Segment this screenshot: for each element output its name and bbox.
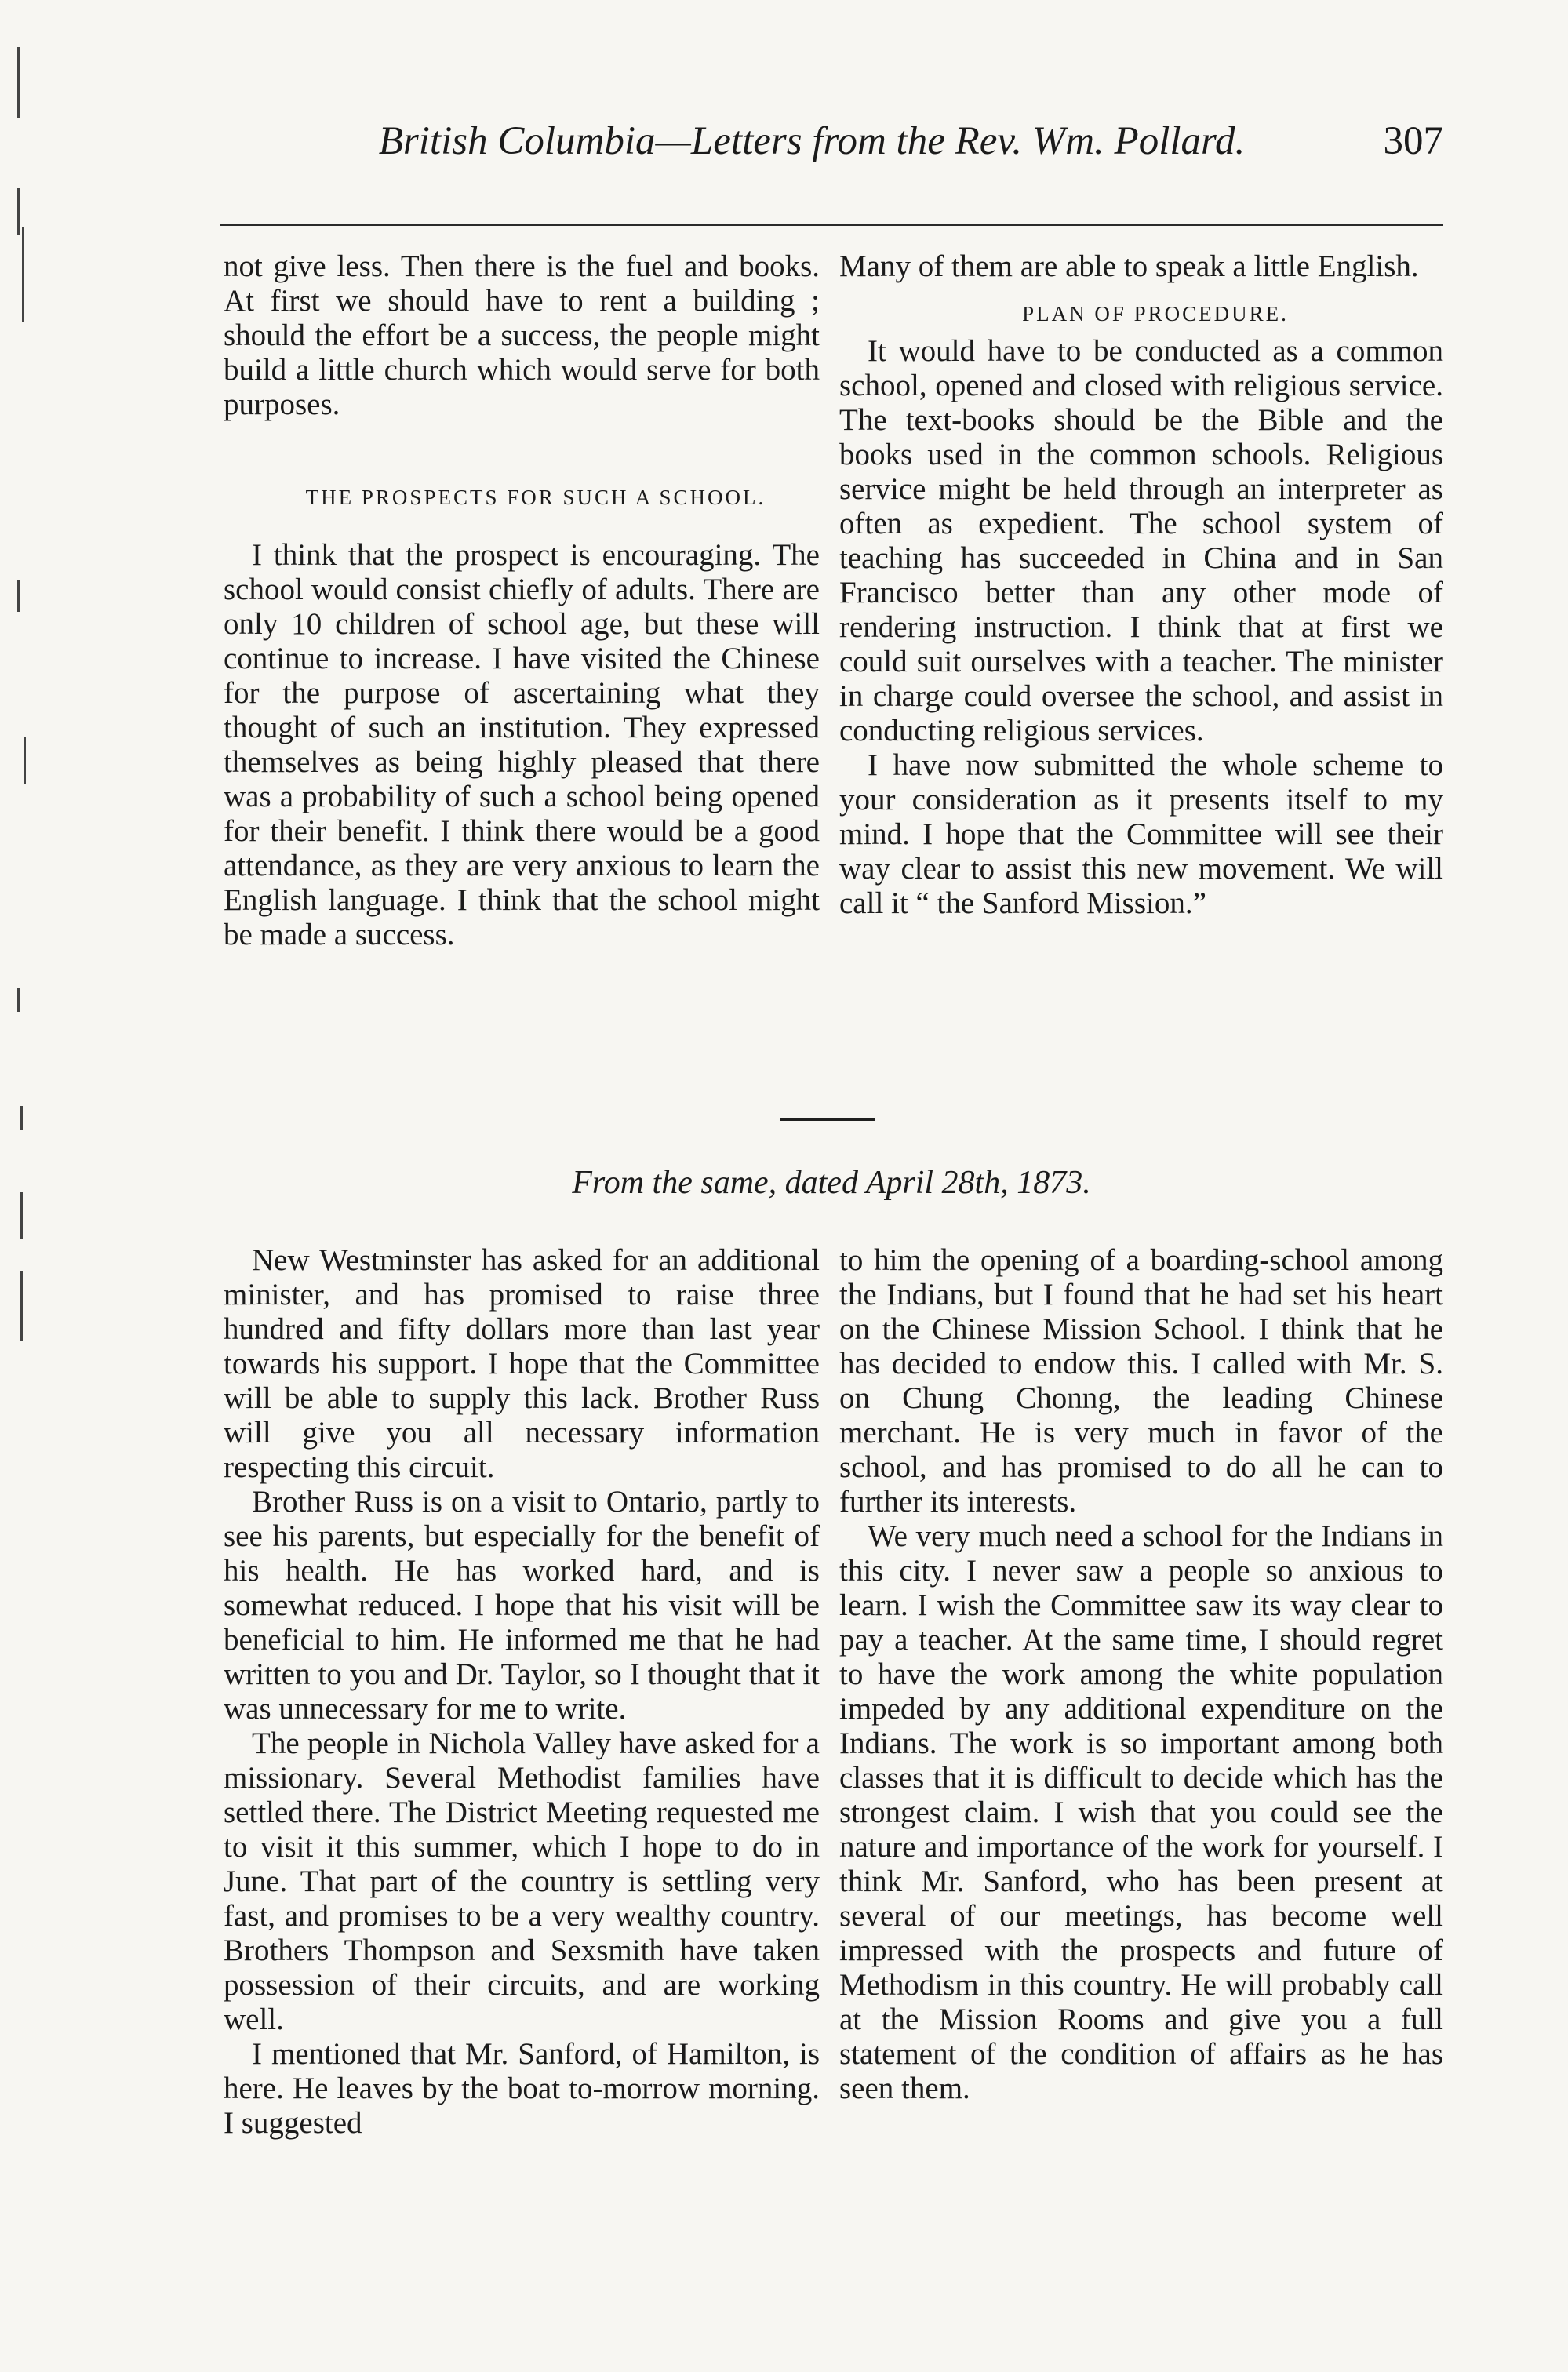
paragraph: I think that the prospect is encouraging. The school would consist chiefly of adults. There are only 10 children of school age, but these will continue to increase. I have visited the Chinese for the purpose of ascertaining what they thought of such an institution. They expressed themselves as being highly pleased that there was a probability of such a school being opened for their benefit. I think there would be a good attendance, as they are very anxious to learn the English language. I think that the school might be made a success.: [224, 538, 820, 951]
paragraph: to him the opening of a boarding-school among the Indians, but I found that he had set his heart on the Chinese Mission School. I think that he has decided to endow this. I called with Mr. S. on Chung Chonng, the leading Chinese merchant. He is very much in favor of the school, and has promised to do all he can to further its interests.: [839, 1243, 1443, 1519]
paragraph: I have now submitted the whole scheme to your consideration as it presents itself to my mind. I hope that the Committee will see their way clear to assist this new movement. We will call it “ the Sanford Mission.”: [839, 748, 1443, 920]
paragraph: It would have to be conducted as a common school, opened and closed with religious service. The text-books should be the Bible and the books used in the common schools. Religious service might be held through an interpreter as often as expedient. The school system of teaching has succeeded in China and in San Francisco better than any other mode of rendering instruction. I think that at first we could suit ourselves with a teacher. The minister in charge could oversee the school, and assist in conducting religious services.: [839, 334, 1443, 748]
paragraph: not give less. Then there is the fuel and books. At first we should have to rent a building ; should the effort be a success, the people might build a little church which would serve for both purposes.: [224, 249, 820, 421]
margin-mark: [20, 1106, 23, 1130]
paragraph: Brother Russ is on a visit to Ontario, partly to see his parents, but especially for the benefit of his health. He has worked hard, and is somewhat reduced. I hope that his visit will be beneficial to him. He informed me that he had written to you and Dr. Taylor, so I thought that it was unnecessary for me to write.: [224, 1485, 820, 1726]
column-right-bottom: [839, 1243, 1443, 2106]
section-heading: PLAN OF PROCEDURE.: [1022, 302, 1289, 326]
paragraph: We very much need a school for the Indians in this city. I never saw a people so anxious to learn. I wish the Committee saw its way clear to pay a teacher. At the same time, I should regret to have the work among the white population impeded by any additional expenditure on the Indians. The work is so important among both classes that it is difficult to decide which has the strongest claim. I wish that you could see the nature and importance of the work for yourself. I think Mr. Sanford, who has been present at several of our meetings, has become well impressed with the prospects and future of Methodism in this country. He will probably call at the Mission Rooms and give you a full statement of the condition of affairs as he has seen them.: [839, 1519, 1443, 2105]
margin-mark: [17, 988, 20, 1012]
margin-mark: [17, 188, 20, 235]
paragraph: Many of them are able to speak a little English.: [839, 249, 1419, 283]
section-heading: THE PROSPECTS FOR SUCH A SCHOOL.: [305, 486, 766, 509]
margin-mark: [20, 1271, 23, 1341]
margin-mark: [17, 580, 20, 612]
margin-scan-marks: [17, 31, 64, 2149]
running-title: British Columbia—Letters from the Rev. Wm. Pollard.: [378, 119, 1246, 163]
margin-mark: [24, 737, 26, 784]
paragraph: The people in Nichola Valley have asked for a missionary. Several Methodist families have settled there. The District Meeting requested me to visit it this summer, which I hope to do in June. That part of the country is settling very fast, and promises to be a very wealthy country. Brothers Thompson and Sexsmith have taken possession of their circuits, and are working well.: [224, 1726, 820, 2036]
page-number: 307: [1383, 119, 1443, 163]
margin-mark: [22, 227, 24, 322]
paragraph: I mentioned that Mr. Sanford, of Hamilton, is here. He leaves by the boat to-morrow morning. I suggested: [224, 2037, 820, 2140]
margin-mark: [17, 47, 20, 118]
section-separator: [780, 1118, 875, 1121]
header-rule: [220, 224, 1443, 226]
letter-dateline: From the same, dated April 28th, 1873.: [572, 1165, 1091, 1201]
column-left-bottom: [224, 1243, 820, 2141]
running-header: [329, 110, 1443, 173]
paragraph: New Westminster has asked for an additional minister, and has promised to raise three hundred and fifty dollars more than last year towards his support. I hope that the Committee will be able to supply this lack. Brother Russ will give you all necessary information respecting this circuit.: [224, 1243, 820, 1484]
column-right-top: [839, 249, 1443, 921]
column-left-top: [224, 249, 820, 952]
margin-mark: [20, 1192, 23, 1239]
